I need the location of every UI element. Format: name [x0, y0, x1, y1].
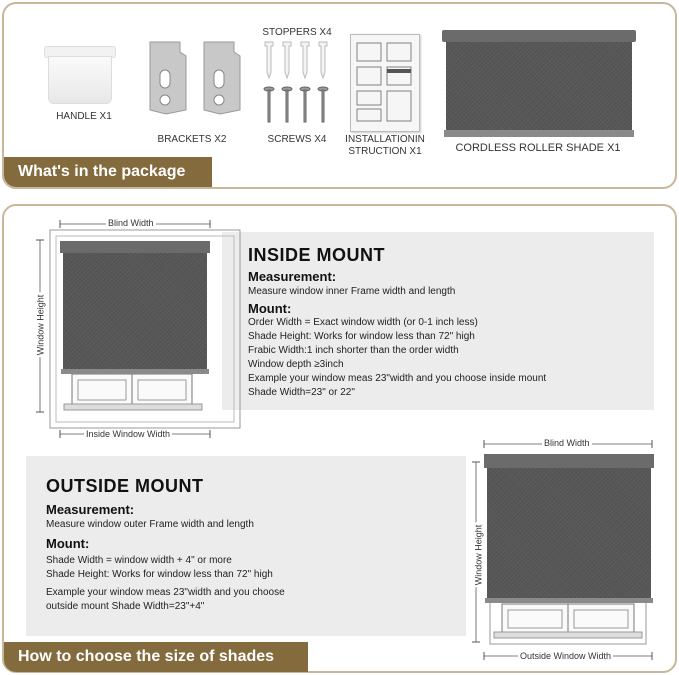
outside-mount-heading: Mount:	[46, 536, 90, 551]
outside-measurement-heading: Measurement:	[46, 502, 135, 517]
outside-line: Shade Width = window width + 4" or more	[46, 555, 232, 566]
shade-headrail	[442, 30, 636, 42]
inside-line: Window depth ≥3inch	[248, 359, 344, 370]
shade-label: CORDLESS ROLLER SHADE X1	[455, 142, 621, 154]
inside-measurement-heading: Measurement:	[248, 269, 337, 284]
outside-line: Shade Height: Works for window less than 72" high	[46, 569, 273, 580]
inside-blind-width-label: Blind Width	[108, 218, 154, 228]
inside-measurement-text: Measure window inner Frame width and length	[248, 286, 456, 297]
stopper-icon	[262, 40, 332, 80]
stoppers-image	[262, 40, 332, 80]
screws-image	[262, 86, 332, 126]
inside-headrail	[60, 241, 210, 253]
handle-image	[44, 46, 114, 104]
outside-bottom-bar	[485, 598, 653, 603]
sizing-title: How to choose the size of shades	[4, 642, 308, 672]
shade-bottom-bar	[444, 130, 634, 137]
outside-example-line: outside mount Shade Width=23"+4"	[46, 601, 205, 612]
package-title: What's in the package	[4, 157, 212, 187]
inside-window-width-label: Inside Window Width	[86, 429, 171, 439]
handle-label: HANDLE X1	[56, 111, 112, 122]
brackets-label: BRACKETS X2	[157, 134, 227, 145]
outside-blind-width-label: Blind Width	[544, 438, 590, 448]
shade-fabric	[446, 42, 632, 130]
inside-line: Shade Height: Works for window less than 72" high	[248, 331, 475, 342]
screw-icon	[262, 86, 332, 126]
inside-window-height-label: Window Height	[35, 294, 46, 356]
inside-line: Order Width = Exact window width (or 0-1 inch less)	[248, 317, 478, 328]
outside-window-height-label: Window Height	[473, 524, 484, 586]
inside-line: Frabic Width:1 inch shorter than the order width	[248, 345, 459, 356]
inside-mount-heading: Mount:	[248, 301, 292, 316]
outside-example-line: Example your window meas 23"width and you choose	[46, 587, 285, 598]
inside-line: Shade Width=23" or 22"	[248, 387, 355, 398]
inside-mount-title: INSIDE MOUNT	[248, 245, 386, 265]
instruction-image	[350, 34, 420, 132]
outside-measurement-text: Measure window outer Frame width and length	[46, 519, 254, 530]
bracket-icon	[146, 40, 242, 118]
screws-label: SCREWS X4	[267, 134, 327, 145]
outside-shade-fabric	[487, 468, 651, 598]
brackets-image	[146, 40, 242, 118]
inside-bottom-bar	[61, 369, 209, 374]
inside-line: Example your window meas 23"width and you choose inside mount	[248, 373, 547, 384]
stoppers-label: STOPPERS X4	[262, 27, 332, 38]
document-icon	[351, 35, 419, 131]
inside-shade-fabric	[63, 253, 207, 369]
outside-window-width-label: Outside Window Width	[520, 651, 612, 661]
instruction-label: INSTALLATIONIN STRUCTION X1	[345, 134, 425, 157]
outside-mount-title: OUTSIDE MOUNT	[46, 476, 204, 496]
outside-headrail	[484, 454, 654, 468]
